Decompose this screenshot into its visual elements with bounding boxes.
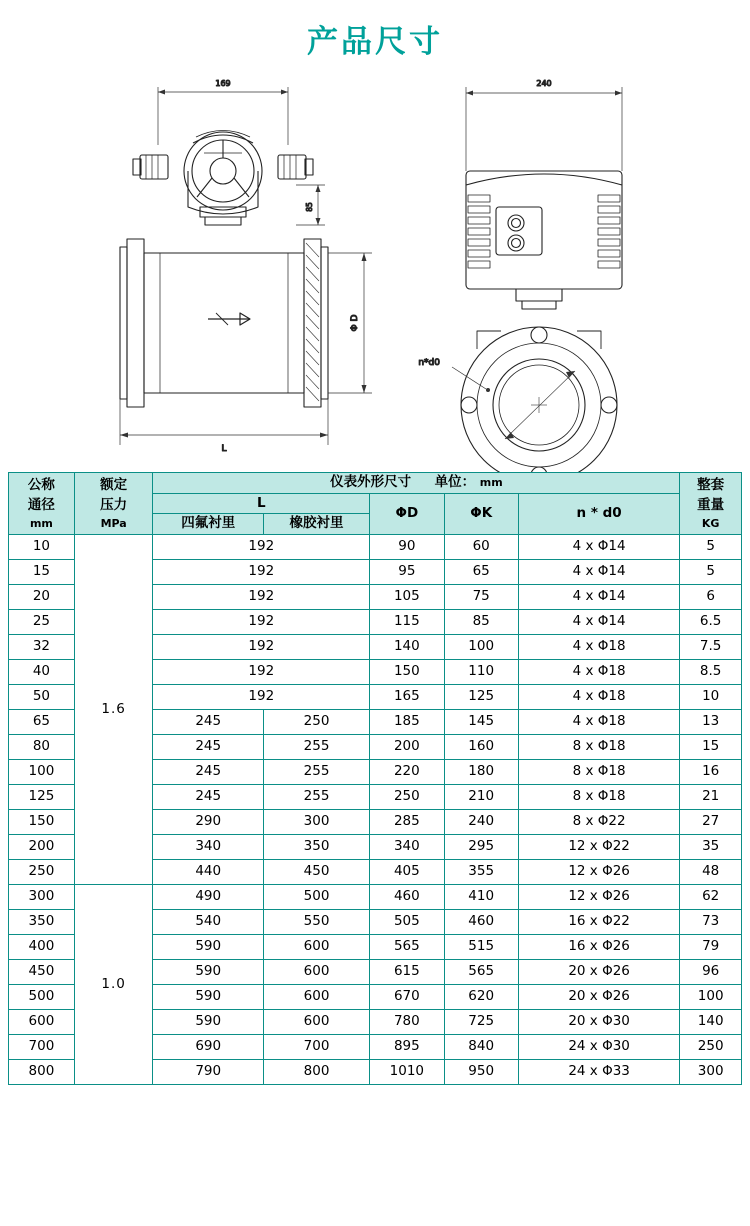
cell-phi-K: 145 (444, 710, 518, 735)
cell-nominal-diameter: 600 (9, 1010, 75, 1035)
cell-length-ptfe: 192 (153, 635, 370, 660)
cell-phi-K: 295 (444, 835, 518, 860)
cell-weight: 79 (680, 935, 742, 960)
cell-nominal-diameter: 40 (9, 660, 75, 685)
cell-phi-D: 115 (370, 610, 444, 635)
cell-n-d0: 16 x Φ22 (518, 910, 679, 935)
th-rp-line2: 压力 (100, 497, 128, 514)
cell-length-rubber: 550 (263, 910, 369, 935)
th-rated-pressure (74, 473, 153, 535)
cell-length-rubber: 700 (263, 1035, 369, 1060)
cell-nominal-diameter: 100 (9, 760, 75, 785)
cell-phi-K: 100 (444, 635, 518, 660)
cell-n-d0: 20 x Φ26 (518, 985, 679, 1010)
cell-phi-K: 75 (444, 585, 518, 610)
dim-label-85: 85 (305, 202, 314, 212)
cell-nominal-diameter: 32 (9, 635, 75, 660)
table-row (9, 885, 742, 910)
cell-phi-D: 90 (370, 535, 444, 560)
cell-phi-D: 165 (370, 685, 444, 710)
cell-nominal-diameter: 400 (9, 935, 75, 960)
th-total-weight (680, 473, 742, 535)
cell-n-d0: 4 x Φ14 (518, 535, 679, 560)
th-unit-label: 单位： (434, 474, 476, 490)
cell-n-d0: 24 x Φ33 (518, 1060, 679, 1085)
cell-n-d0: 4 x Φ18 (518, 710, 679, 735)
cell-length-ptfe: 192 (153, 535, 370, 560)
th-L: L (153, 493, 370, 514)
cell-phi-D: 95 (370, 560, 444, 585)
cell-length-ptfe: 490 (153, 885, 263, 910)
cell-rated-pressure: 1.0 (74, 885, 153, 1085)
cell-phi-D: 565 (370, 935, 444, 960)
cell-phi-D: 185 (370, 710, 444, 735)
cell-rated-pressure: 1.6 (74, 535, 153, 885)
cell-phi-K: 180 (444, 760, 518, 785)
cell-phi-D: 340 (370, 835, 444, 860)
cell-n-d0: 8 x Φ18 (518, 735, 679, 760)
cell-phi-K: 125 (444, 685, 518, 710)
cell-weight: 5 (680, 535, 742, 560)
product-dimension-drawings (0, 67, 750, 472)
page-title: 产品尺寸 (307, 24, 443, 60)
cell-n-d0: 20 x Φ26 (518, 960, 679, 985)
table-row (9, 535, 742, 560)
cell-nominal-diameter: 350 (9, 910, 75, 935)
cell-length-ptfe: 245 (153, 735, 263, 760)
cell-nominal-diameter: 20 (9, 585, 75, 610)
cell-phi-D: 1010 (370, 1060, 444, 1085)
cell-n-d0: 4 x Φ14 (518, 610, 679, 635)
cell-weight: 8.5 (680, 660, 742, 685)
cell-length-ptfe: 290 (153, 810, 263, 835)
cell-nominal-diameter: 250 (9, 860, 75, 885)
th-rp-line1: 额定 (100, 477, 128, 493)
cell-nominal-diameter: 80 (9, 735, 75, 760)
cell-n-d0: 12 x Φ26 (518, 860, 679, 885)
dim-label-240: 240 (536, 79, 552, 88)
cell-phi-K: 160 (444, 735, 518, 760)
th-nd-line2: 通径 (27, 497, 55, 514)
cell-phi-K: 565 (444, 960, 518, 985)
cell-phi-D: 140 (370, 635, 444, 660)
cell-n-d0: 4 x Φ18 (518, 660, 679, 685)
cell-nominal-diameter: 125 (9, 785, 75, 810)
th-rp-unit: MPa (100, 516, 127, 530)
th-n-d0: n * d0 (518, 493, 679, 534)
cell-weight: 140 (680, 1010, 742, 1035)
cell-length-ptfe: 192 (153, 685, 370, 710)
cell-weight: 10 (680, 685, 742, 710)
cell-phi-K: 725 (444, 1010, 518, 1035)
cell-phi-K: 65 (444, 560, 518, 585)
cell-phi-D: 405 (370, 860, 444, 885)
table-header-row-1 (9, 473, 742, 494)
th-tw-line1: 整套 (697, 477, 725, 493)
cell-length-rubber: 800 (263, 1060, 369, 1085)
cell-weight: 35 (680, 835, 742, 860)
cell-n-d0: 4 x Φ14 (518, 560, 679, 585)
cell-length-ptfe: 192 (153, 610, 370, 635)
cell-phi-D: 250 (370, 785, 444, 810)
cell-phi-K: 410 (444, 885, 518, 910)
cell-n-d0: 4 x Φ14 (518, 585, 679, 610)
cell-weight: 5 (680, 560, 742, 585)
th-tw-line2: 重量 (697, 497, 725, 514)
cell-length-ptfe: 192 (153, 585, 370, 610)
cell-nominal-diameter: 50 (9, 685, 75, 710)
cell-nominal-diameter: 450 (9, 960, 75, 985)
cell-nominal-diameter: 150 (9, 810, 75, 835)
cell-length-ptfe: 790 (153, 1060, 263, 1085)
cell-nominal-diameter: 10 (9, 535, 75, 560)
flow-arrow (208, 313, 250, 325)
dimension-drawing-svg (0, 67, 750, 472)
cell-length-rubber: 450 (263, 860, 369, 885)
cell-n-d0: 12 x Φ26 (518, 885, 679, 910)
cell-length-rubber: 255 (263, 735, 369, 760)
cell-length-ptfe: 590 (153, 985, 263, 1010)
th-nominal-diameter (9, 473, 75, 535)
cell-weight: 250 (680, 1035, 742, 1060)
cell-phi-K: 210 (444, 785, 518, 810)
cell-phi-K: 355 (444, 860, 518, 885)
cell-length-ptfe: 245 (153, 785, 263, 810)
th-phi-D: ΦD (370, 493, 444, 534)
cell-phi-D: 150 (370, 660, 444, 685)
cell-length-ptfe: 192 (153, 660, 370, 685)
th-tw-unit: KG (701, 516, 720, 530)
cell-weight: 7.5 (680, 635, 742, 660)
th-nd-line1: 公称 (27, 477, 55, 493)
cell-length-rubber: 300 (263, 810, 369, 835)
bolt-label-n-d0: n*d0 (418, 358, 440, 368)
cell-weight: 300 (680, 1060, 742, 1085)
cell-n-d0: 16 x Φ26 (518, 935, 679, 960)
cell-length-ptfe: 245 (153, 760, 263, 785)
cell-weight: 6 (680, 585, 742, 610)
cell-nominal-diameter: 25 (9, 610, 75, 635)
th-nd-unit: mm (29, 516, 53, 530)
cell-phi-D: 220 (370, 760, 444, 785)
cell-phi-D: 505 (370, 910, 444, 935)
cell-phi-K: 460 (444, 910, 518, 935)
cell-weight: 13 (680, 710, 742, 735)
cell-phi-K: 60 (444, 535, 518, 560)
cell-phi-K: 840 (444, 1035, 518, 1060)
cell-weight: 73 (680, 910, 742, 935)
cell-length-rubber: 250 (263, 710, 369, 735)
cell-phi-D: 200 (370, 735, 444, 760)
th-ptfe-lining: 四氟衬里 (153, 514, 263, 535)
cell-n-d0: 20 x Φ30 (518, 1010, 679, 1035)
th-phi-K: ΦK (444, 493, 518, 534)
cell-nominal-diameter: 65 (9, 710, 75, 735)
cell-length-ptfe: 440 (153, 860, 263, 885)
cell-weight: 21 (680, 785, 742, 810)
cell-length-rubber: 600 (263, 935, 369, 960)
cell-phi-D: 105 (370, 585, 444, 610)
cell-phi-D: 670 (370, 985, 444, 1010)
cell-nominal-diameter: 15 (9, 560, 75, 585)
cell-weight: 100 (680, 985, 742, 1010)
cell-nominal-diameter: 800 (9, 1060, 75, 1085)
cell-length-rubber: 600 (263, 985, 369, 1010)
product-dimension-table (8, 472, 742, 1085)
cell-nominal-diameter: 700 (9, 1035, 75, 1060)
cell-phi-K: 85 (444, 610, 518, 635)
cell-length-ptfe: 590 (153, 960, 263, 985)
th-instrument-dims (153, 473, 680, 494)
th-instrument-dims-label: 仪表外形尺寸 (330, 474, 412, 490)
cell-nominal-diameter: 200 (9, 835, 75, 860)
cell-phi-K: 620 (444, 985, 518, 1010)
cell-length-rubber: 600 (263, 1010, 369, 1035)
cell-n-d0: 8 x Φ18 (518, 785, 679, 810)
cell-weight: 62 (680, 885, 742, 910)
cell-length-ptfe: 340 (153, 835, 263, 860)
th-rubber-lining: 橡胶衬里 (263, 514, 369, 535)
cell-length-ptfe: 690 (153, 1035, 263, 1060)
cell-phi-D: 615 (370, 960, 444, 985)
cell-weight: 16 (680, 760, 742, 785)
cell-length-ptfe: 192 (153, 560, 370, 585)
cell-weight: 27 (680, 810, 742, 835)
spec-table-wrap (0, 472, 750, 1085)
cell-weight: 6.5 (680, 610, 742, 635)
cell-n-d0: 4 x Φ18 (518, 635, 679, 660)
cell-phi-K: 240 (444, 810, 518, 835)
cell-length-rubber: 600 (263, 960, 369, 985)
cell-nominal-diameter: 300 (9, 885, 75, 910)
cell-weight: 96 (680, 960, 742, 985)
table-head (9, 473, 742, 535)
table-body (9, 535, 742, 1085)
cell-weight: 15 (680, 735, 742, 760)
cell-length-rubber: 350 (263, 835, 369, 860)
cell-length-rubber: 255 (263, 785, 369, 810)
cell-length-ptfe: 245 (153, 710, 263, 735)
dim-label-169: 169 (215, 79, 231, 88)
cell-length-ptfe: 540 (153, 910, 263, 935)
cell-phi-K: 950 (444, 1060, 518, 1085)
cell-phi-D: 285 (370, 810, 444, 835)
cell-n-d0: 4 x Φ18 (518, 685, 679, 710)
cell-n-d0: 12 x Φ22 (518, 835, 679, 860)
dim-label-D: Φ D (350, 314, 360, 332)
cell-phi-K: 515 (444, 935, 518, 960)
cell-n-d0: 8 x Φ18 (518, 760, 679, 785)
cell-phi-D: 460 (370, 885, 444, 910)
cell-phi-D: 780 (370, 1010, 444, 1035)
cell-phi-D: 895 (370, 1035, 444, 1060)
th-unit-value: mm (479, 476, 503, 489)
cell-length-ptfe: 590 (153, 1010, 263, 1035)
cell-length-rubber: 255 (263, 760, 369, 785)
dim-label-L: L (221, 444, 227, 454)
cell-n-d0: 24 x Φ30 (518, 1035, 679, 1060)
cell-phi-K: 110 (444, 660, 518, 685)
cell-length-ptfe: 590 (153, 935, 263, 960)
cell-weight: 48 (680, 860, 742, 885)
cell-n-d0: 8 x Φ22 (518, 810, 679, 835)
cell-nominal-diameter: 500 (9, 985, 75, 1010)
cell-length-rubber: 500 (263, 885, 369, 910)
